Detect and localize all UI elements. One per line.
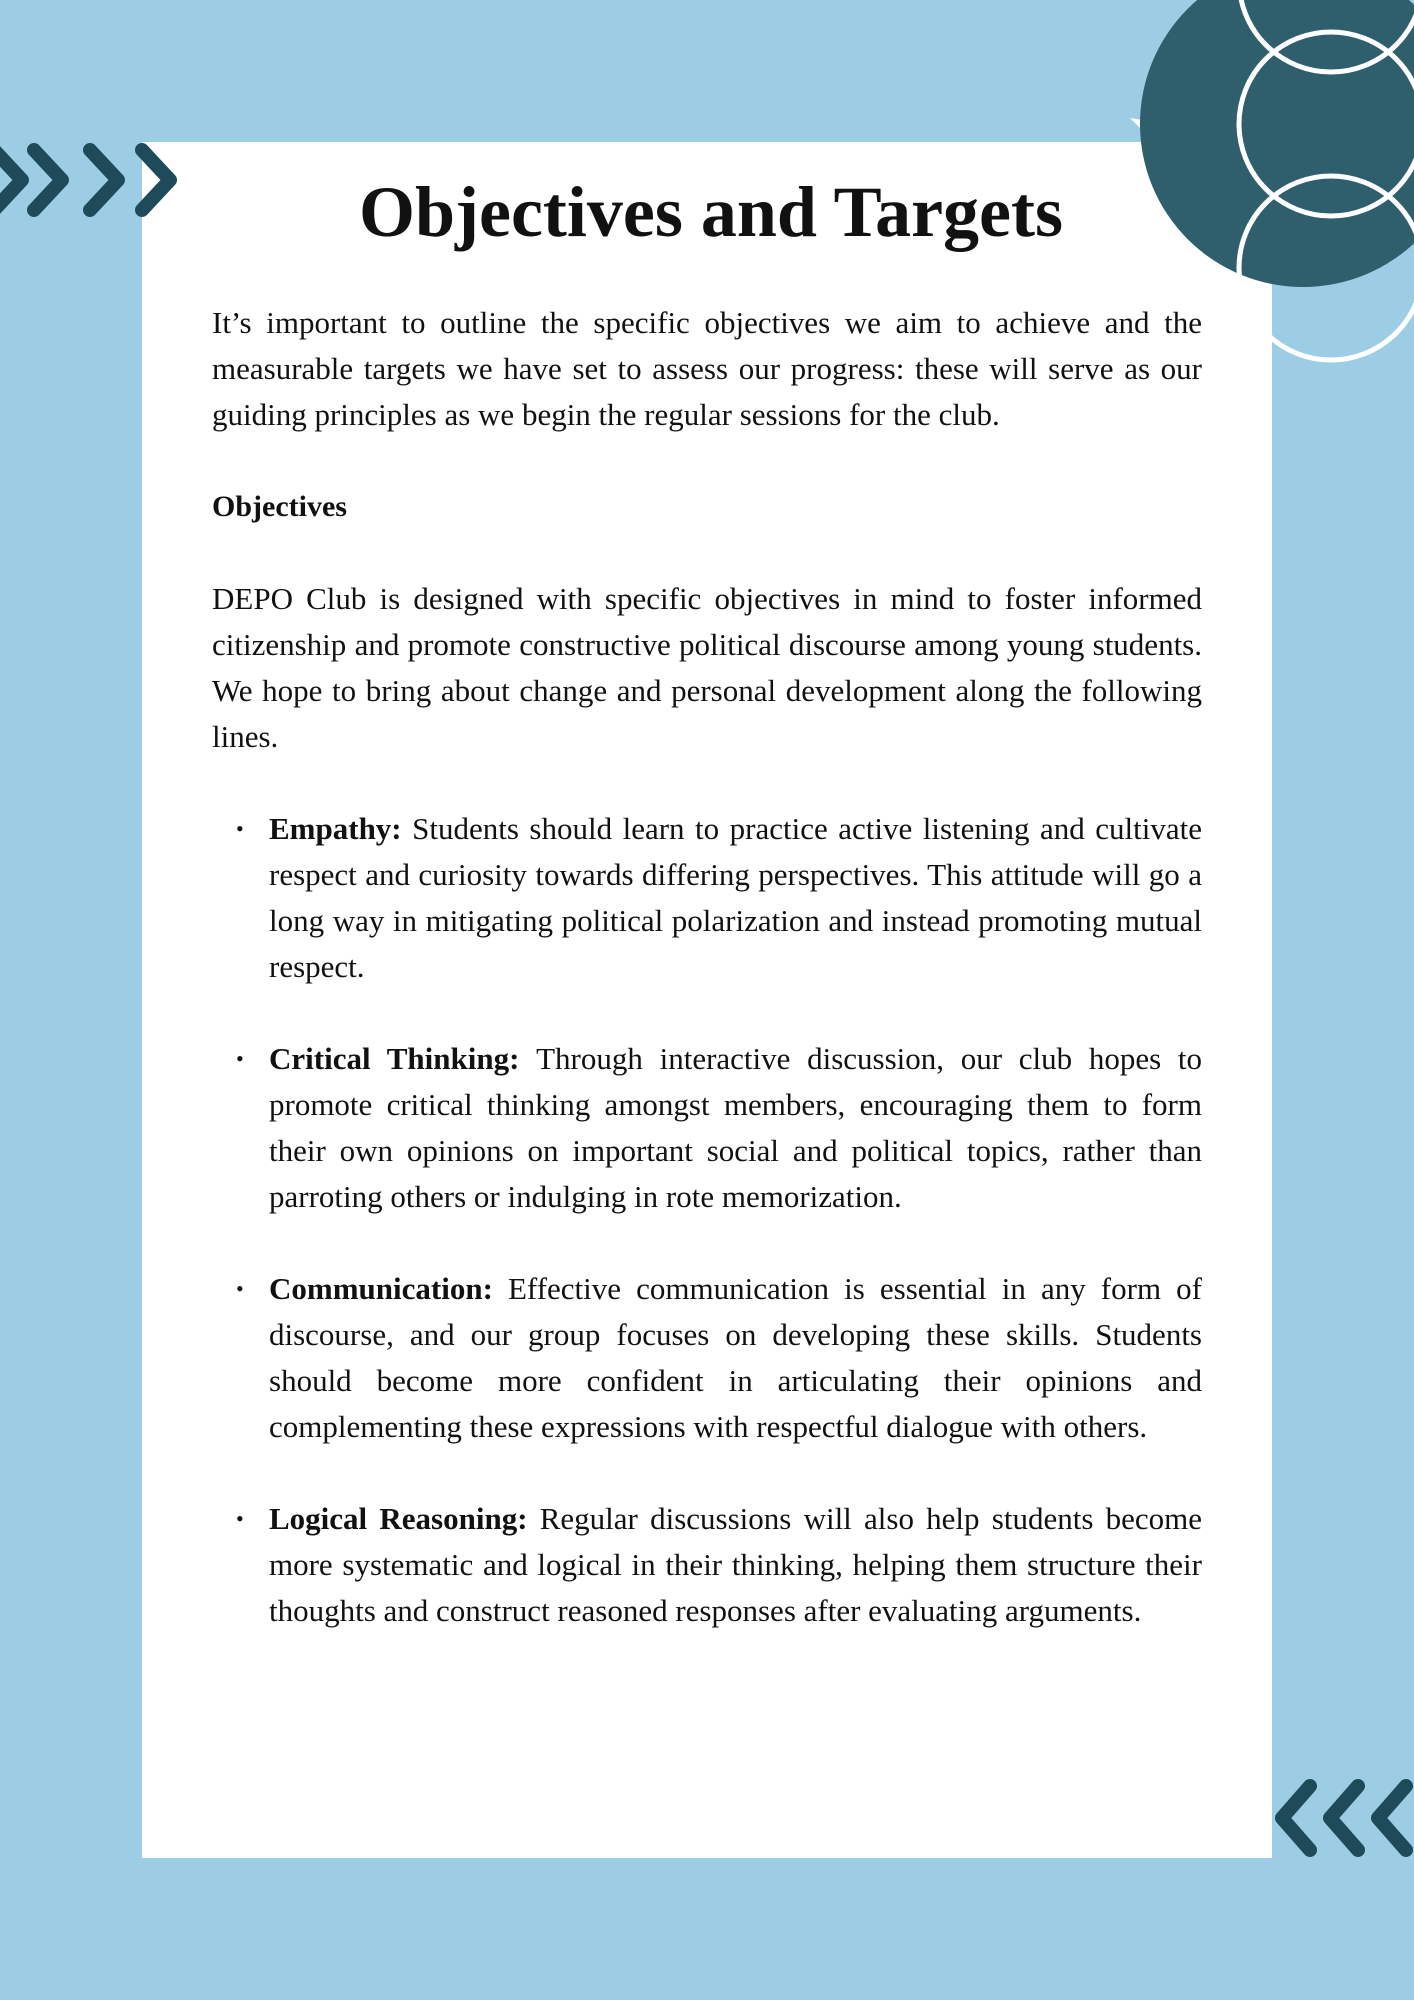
objectives-intro: DEPO Club is designed with specific objectives in mind to foster informed citizenship and promote constructive political discourse among young students. We hope to bring about change and personal development along the following lines. bbox=[212, 581, 1202, 754]
objectives-list bbox=[212, 806, 1202, 1634]
item-text: Students should learn to practice active listening and cultivate respect and curiosity towards differing perspectives. This attitude will go a long way in mitigating political polarization and instead promoting mutual respect. bbox=[269, 811, 1202, 984]
list-item-empathy bbox=[212, 806, 1202, 990]
list-item-logical-reasoning bbox=[212, 1496, 1202, 1634]
chevrons-left-icon bbox=[1272, 1776, 1414, 1860]
ring-top bbox=[1239, 0, 1414, 72]
list-item-critical-thinking bbox=[212, 1036, 1202, 1220]
item-text: Regular discussions will also help students become more systematic and logical in their thinking, helping them structure their thoughts and construct reasoned responses after evaluating arguments. bbox=[269, 1501, 1202, 1628]
page-content bbox=[212, 166, 1202, 1634]
item-term: Critical Thinking: bbox=[269, 1041, 537, 1076]
bullet-icon: • bbox=[236, 816, 244, 841]
item-text: Through interactive discussion, our club hopes to promote critical thinking amongst members, encouraging them to form their own opinions on important social and political topics, rather than parroting others or indulging in rote memorization. bbox=[269, 1041, 1202, 1214]
item-term: Logical Reasoning: bbox=[269, 1501, 540, 1536]
bullet-icon: • bbox=[236, 1276, 244, 1301]
item-text: Effective communication is essential in any form of discourse, and our group focuses on developing these skills. Students should become more confident in articulating their opinions and complementing these expressions with respectful dialogue with others. bbox=[269, 1271, 1202, 1444]
intro-paragraph: It’s important to outline the specific objectives we aim to achieve and the measurable targets we have set to assess our progress: these will serve as our guiding principles as we begin the regular sessions for the club. bbox=[212, 305, 1202, 432]
card-notch bbox=[1130, 118, 1200, 158]
bullet-icon: • bbox=[236, 1046, 244, 1071]
item-term: Empathy: bbox=[269, 811, 413, 846]
list-item-communication bbox=[212, 1266, 1202, 1450]
objectives-heading: Objectives bbox=[212, 490, 347, 523]
bullet-icon: • bbox=[236, 1506, 244, 1531]
item-term: Communication: bbox=[269, 1271, 508, 1306]
page-title: Objectives and Targets bbox=[358, 172, 1063, 252]
